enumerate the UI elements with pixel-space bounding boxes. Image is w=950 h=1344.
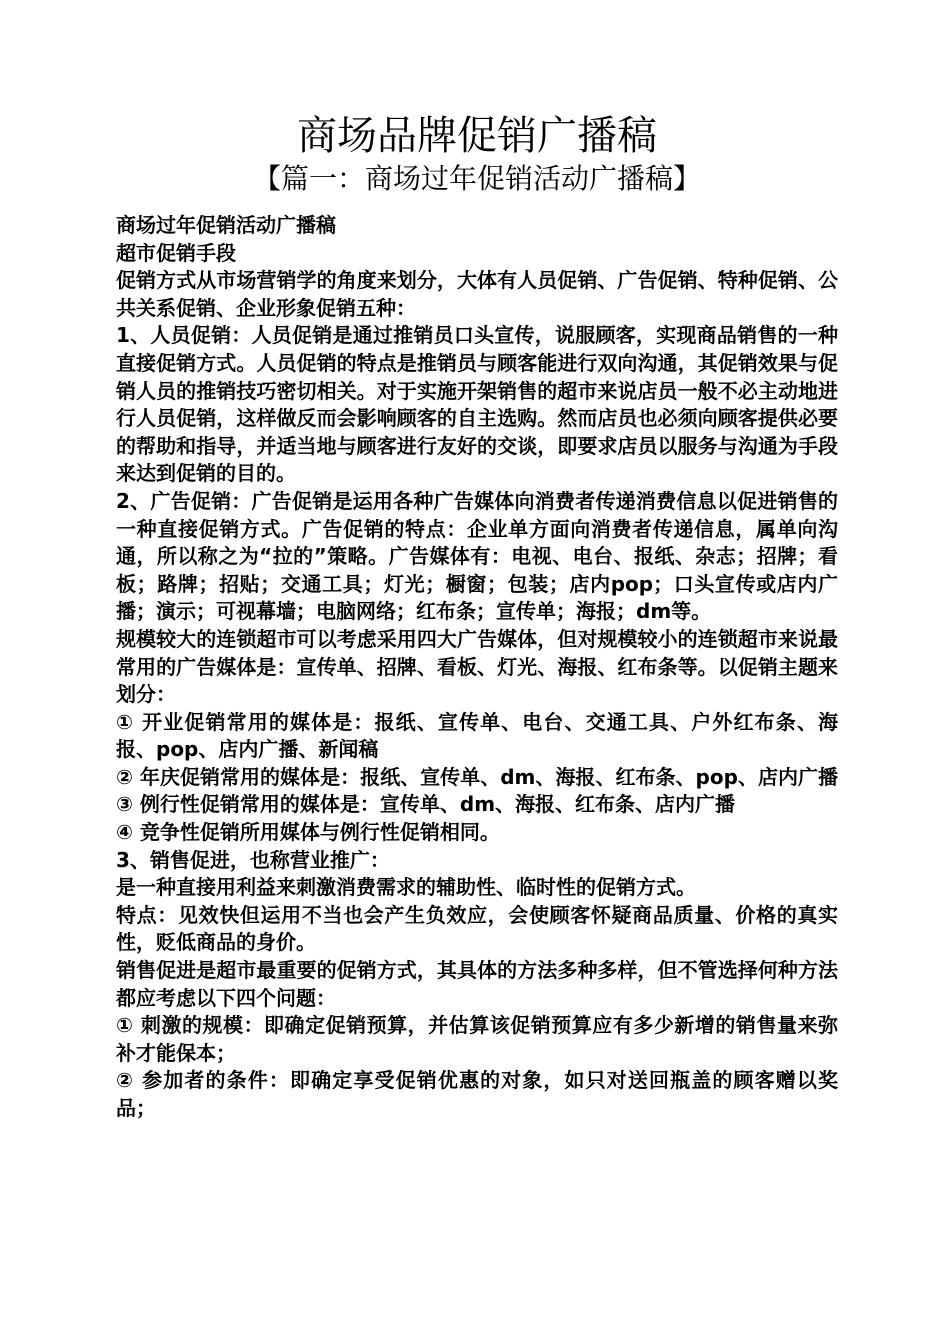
paragraph: 3、销售促进，也称营业推广： [116,847,390,872]
paragraph: 超市促销手段 [116,240,236,265]
paragraph: 促销方式从市场营销学的角度来划分，大体有人员促销、广告促销、特种促销、公共关系促销、企业形象促销五种： [116,268,838,320]
paragraph: 特点：见效快但运用不当也会产生负效应，会使顾客怀疑商品质量、价格的真实性，贬低商品的身价。 [116,902,838,955]
paragraph: 规模较大的连锁超市可以考虑采用四大广告媒体，但对规模较小的连锁超市来说最常用的广告媒体是：宣传单、招牌、看板、灯光、海报、红布条等。以促销主题来划分： [116,626,838,707]
paragraph: 销售促进是超市最重要的促销方式，其具体的方法多种多样，但不管选择何种方法都应考虑以下四个问题： [116,958,838,1010]
paragraph: ① 开业促销常用的媒体是：报纸、宣传单、电台、交通工具、户外红布条、海报、pop、店内广播、新闻稿 [116,709,838,762]
document-title: 商场品牌促销广播稿 [297,113,657,159]
document-body [116,212,838,1123]
paragraph: 商场过年促销活动广播稿 [116,213,336,237]
paragraph: ② 年庆促销常用的媒体是：报纸、宣传单、dm、海报、红布条、pop、店内广播 ③ 例行性促销常用的媒体是：宣传单、dm、海报、红布条、店内广播 [116,764,838,817]
paragraph: 1、人员促销：人员促销是通过推销员口头宣传，说服顾客，实现商品销售的一种直接促销方式。人员促销的特点是推销员与顾客能进行双向沟通，其促销效果与促销人员的推销技巧密切相关。对于实施开架销售的超市来说店员一般不必主动地进行人员促销，这样做反而会影响顾客的自主选购。然而店员也必须向顾客提供必要的帮助和指导，并适当地与顾客进行友好的交谈，即要求店员以服务与沟通为手段来达到促销的目的。 [116,323,838,486]
paragraph: ② 参加者的条件：即确定享受促销优惠的对象，如只对送回瓶盖的顾客赠以奖品； [116,1068,838,1120]
paragraph: ④ 竞争性促销所用媒体与例行性促销相同。 [116,820,500,845]
paragraph: ① 刺激的规模：即确定促销预算，并估算该促销预算应有多少新增的销售量来弥补才能保本； [116,1013,838,1065]
paragraph: 2、广告促销：广告促销是运用各种广告媒体向消费者传递消费信息以促进销售的一种直接促销方式。广告促销的特点：企业单方面向消费者传递信息，属单向沟通，所以称之为“拉的”策略。广告媒体有：电视、电台、报纸、杂志；招牌；看板；路牌；招贴；交通工具；灯光；橱窗；包装；店内pop；口头宣传或店内广播；演示；可视幕墙；电脑网络；红布条；宣传单；海报；dm等。 [116,488,838,624]
paragraph: 是一种直接用利益来刺激消费需求的辅助性、临时性的促销方式。 [116,875,696,900]
document-subtitle: 【篇一：商场过年促销活动广播稿】 [252,162,701,195]
